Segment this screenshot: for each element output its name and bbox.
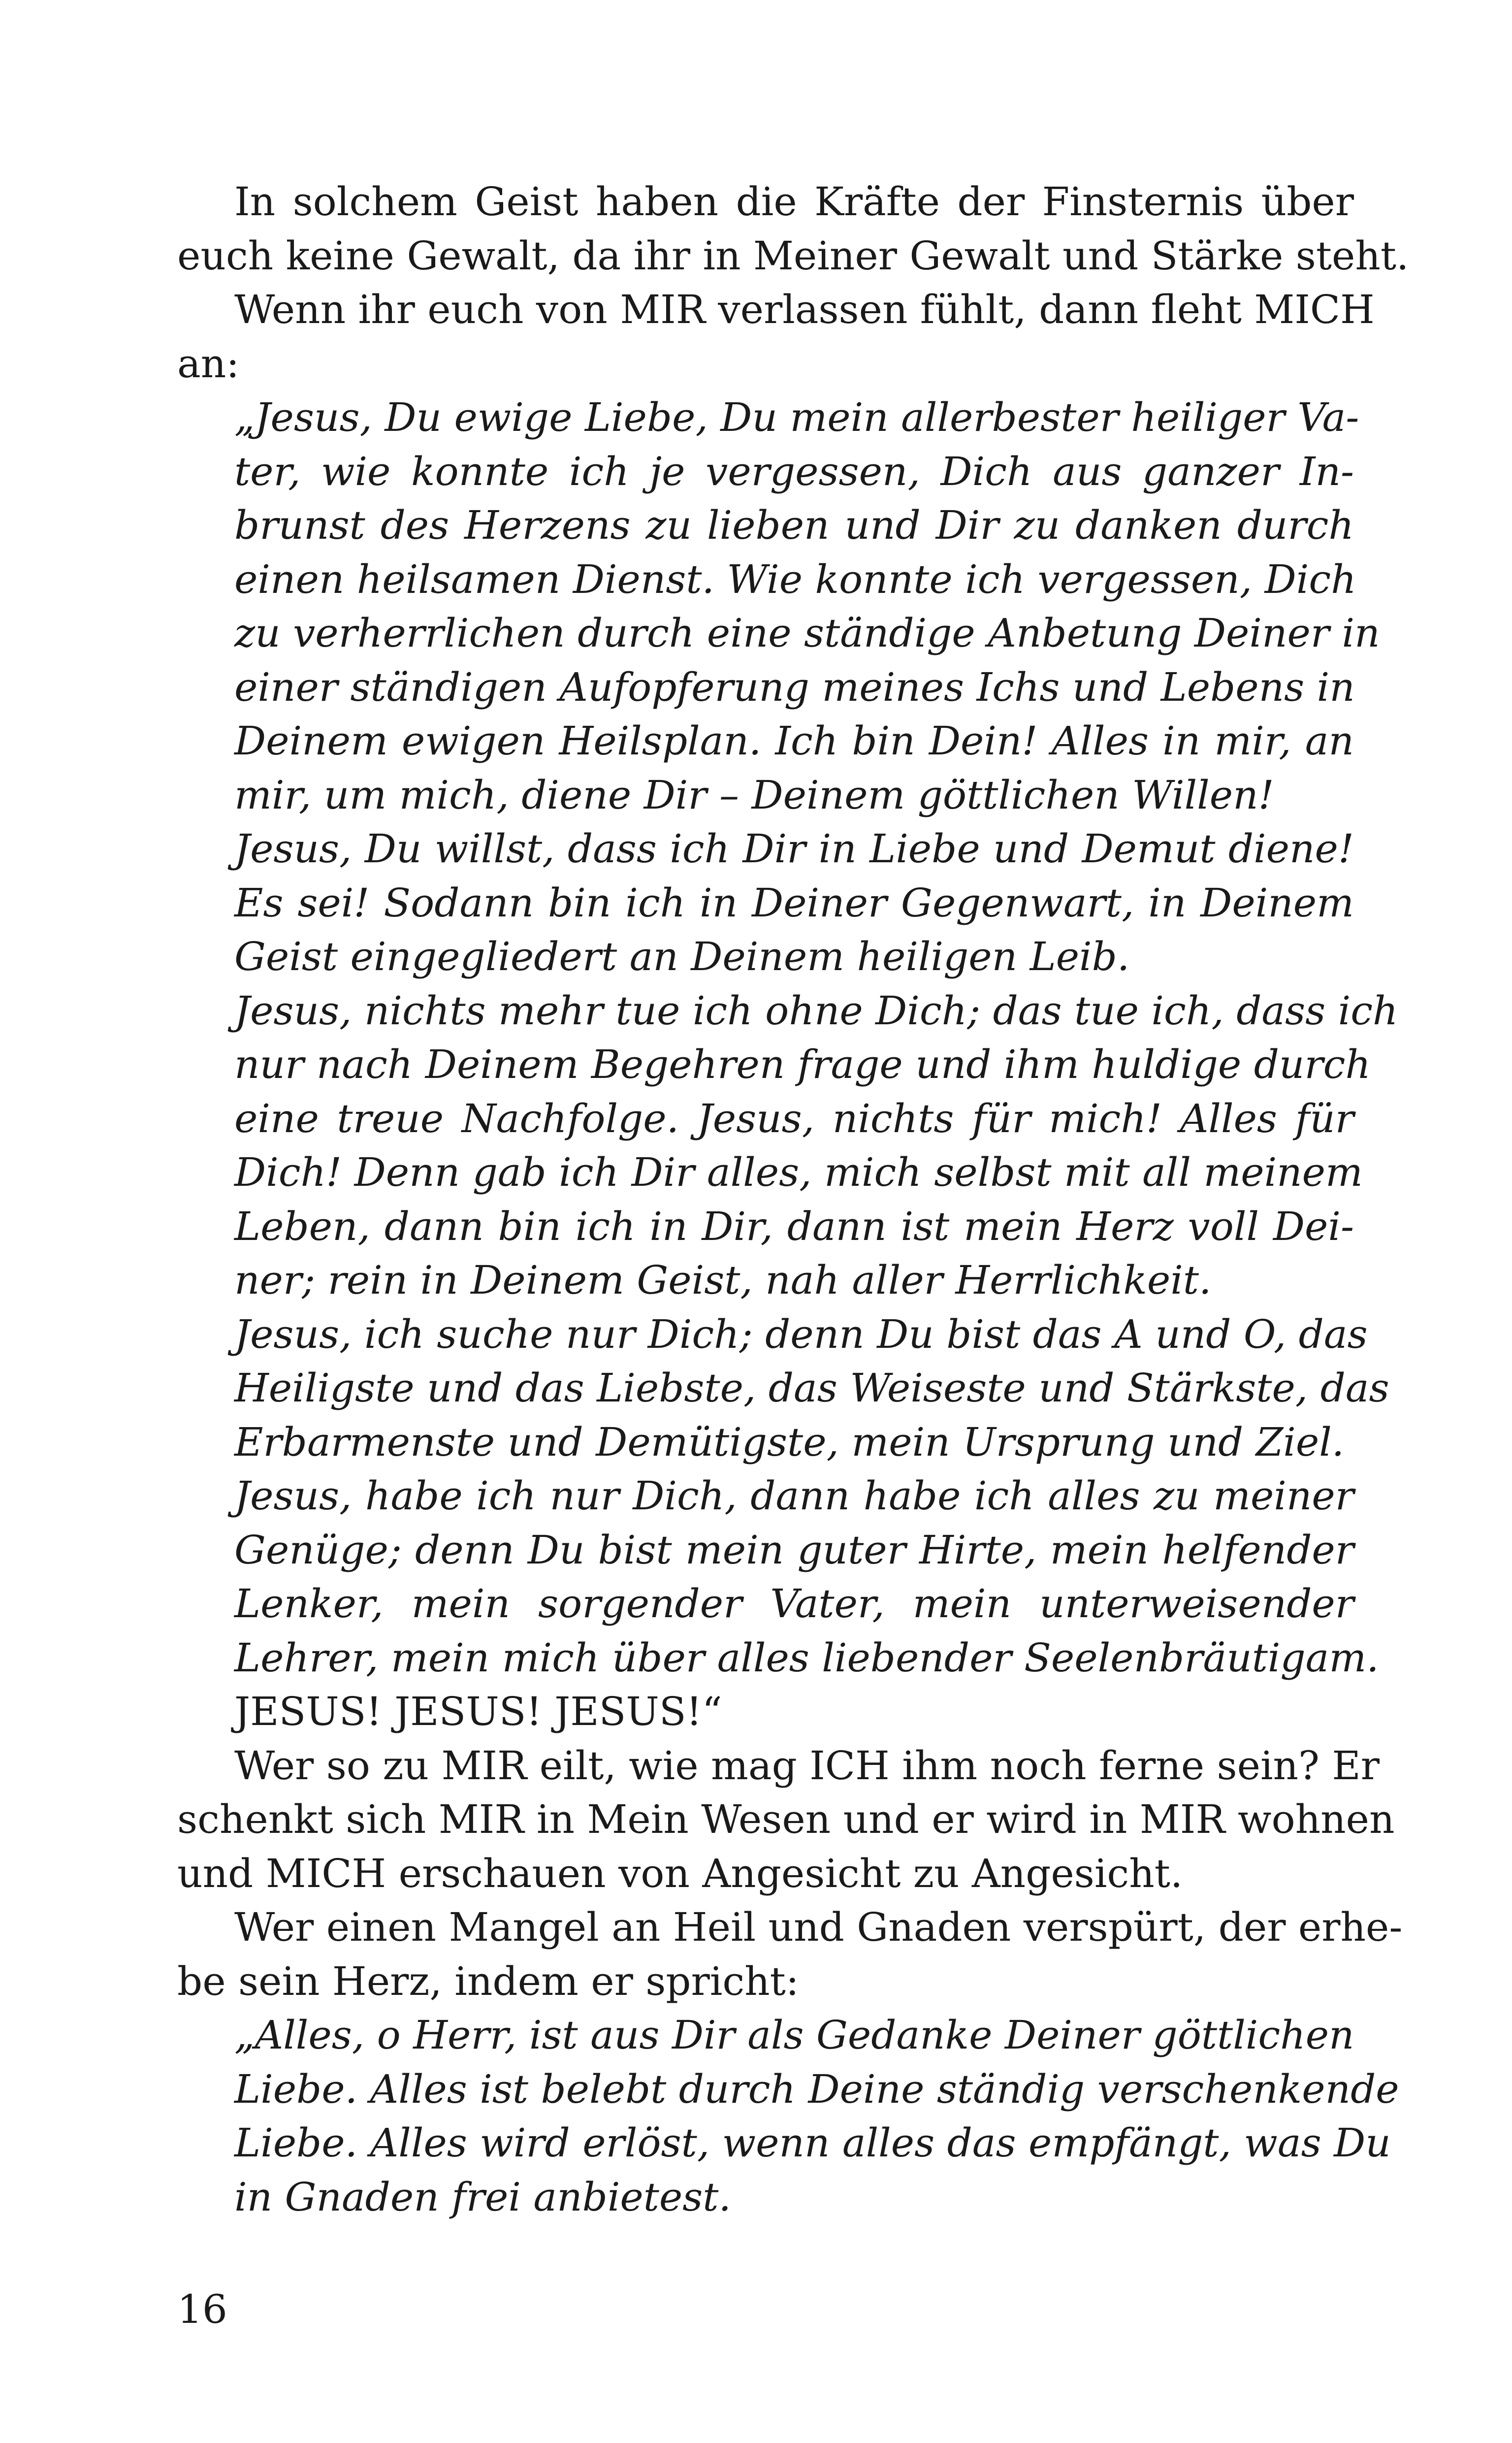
prayer-line: eine treue Nachfolge. Jesus, nichts für mich! Alles für (234, 1095, 1354, 1141)
text-line: be sein Herz, indem er spricht: (177, 1958, 799, 2004)
prayer-line: Jesus, habe ich nur Dich, dann habe ich alles zu meiner (234, 1473, 1354, 1519)
text-line: Wer einen Mangel an Heil und Gnaden verspürt, der erhe- (234, 1904, 1403, 1950)
text-line: euch keine Gewalt, da ihr in Meiner Gewalt und Stärke steht. (177, 232, 1409, 279)
text-line: In solchem Geist haben die Kräfte der Finsternis über (234, 179, 1354, 225)
prayer-line: in Gnaden frei anbietest. (234, 2174, 731, 2220)
prayer-line: brunst des Herzens zu lieben und Dir zu danken durch (234, 502, 1354, 548)
prayer-line: Jesus, Du willst, dass ich Dir in Liebe und Demut diene! (234, 826, 1354, 872)
prayer-line: Liebe. Alles wird erlöst, wenn alles das empfängt, was Du (234, 2120, 1391, 2166)
prayer-line: Deinem ewigen Heilsplan. Ich bin Dein! Alles in mir, an (234, 718, 1354, 764)
prayer-line: zu verherrlichen durch eine ständige Anbetung Deiner in (234, 610, 1380, 656)
page-number: 16 (177, 2286, 227, 2332)
text-line: und MICH erschauen von Angesicht zu Angesicht. (177, 1850, 1183, 1896)
text-line: an: (177, 340, 240, 387)
text-line: Wer so zu MIR eilt, wie mag ICH ihm noch ferne sein? Er (234, 1742, 1380, 1789)
prayer-line: Lehrer, mein mich über alles liebender Seelenbräutigam. (234, 1634, 1379, 1681)
text-line: schenkt sich MIR in Mein Wesen und er wird in MIR wohnen (177, 1796, 1395, 1842)
prayer-line: Geist eingegliedert an Deinem heiligen Leib. (234, 934, 1130, 979)
text-line: Wenn ihr euch von MIR verlassen fühlt, dann fleht MICH (234, 287, 1375, 332)
prayer-line: Erbarmenste und Demütigste, mein Ursprung und Ziel. (234, 1419, 1345, 1465)
prayer-line: Leben, dann bin ich in Dir, dann ist mein Herz voll Dei- (234, 1203, 1354, 1249)
prayer-line: Genüge; denn Du bist mein guter Hirte, mein helfender (234, 1527, 1354, 1573)
prayer-line: JESUS! JESUS! JESUS!“ (234, 1689, 722, 1734)
prayer-line: Lenker, mein sorgender Vater, mein unterweisender (234, 1581, 1354, 1627)
prayer-line: mir, um mich, diene Dir – Deinem göttlichen Willen! (234, 772, 1274, 818)
prayer-line: „Jesus, Du ewige Liebe, Du mein allerbester heiliger Va- (234, 394, 1359, 440)
prayer-line: ter, wie konnte ich je vergessen, Dich aus ganzer In- (234, 448, 1354, 494)
prayer-line: Es sei! Sodann bin ich in Deiner Gegenwart, in Deinem (234, 879, 1354, 926)
page-text (177, 175, 1409, 2224)
prayer-line: Dich! Denn gab ich Dir alles, mich selbst mit all meinem (234, 1149, 1363, 1195)
prayer-line: einen heilsamen Dienst. Wie konnte ich vergessen, Dich (234, 556, 1356, 602)
prayer-line: ner; rein in Deinem Geist, nah aller Herrlichkeit. (234, 1257, 1212, 1303)
prayer-line: „Alles, o Herr, ist aus Dir als Gedanke Deiner göttlichen (234, 2012, 1354, 2058)
prayer-line: Jesus, ich suche nur Dich; denn Du bist das A und O, das (234, 1311, 1368, 1357)
prayer-line: nur nach Deinem Begehren frage und ihm huldige durch (234, 1042, 1371, 1087)
prayer-line: Heiligste und das Liebste, das Weiseste und Stärkste, das (234, 1365, 1389, 1411)
prayer-line: Liebe. Alles ist belebt durch Deine ständig verschenkende (234, 2066, 1399, 2112)
prayer-line: Jesus, nichts mehr tue ich ohne Dich; das tue ich, dass ich (234, 987, 1398, 1034)
prayer-line: einer ständigen Aufopferung meines Ichs und Lebens in (234, 664, 1355, 710)
